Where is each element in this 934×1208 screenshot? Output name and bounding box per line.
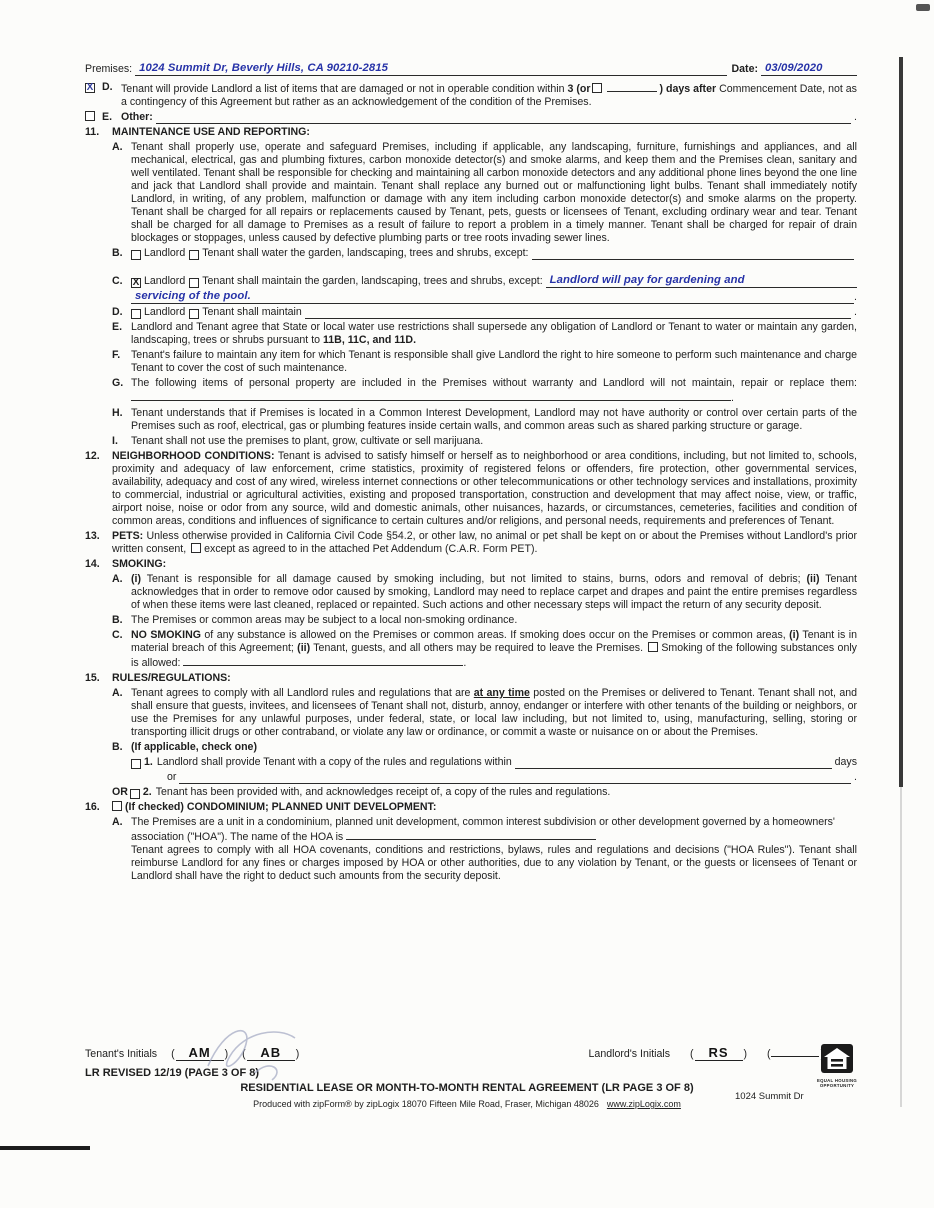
- section-number: 16.: [85, 801, 100, 813]
- checkbox-11d-landlord[interactable]: [131, 309, 141, 319]
- paren: ): [295, 1048, 300, 1060]
- landlord-word: Landlord: [144, 306, 186, 318]
- premises-label: Premises:: [85, 63, 133, 75]
- text-segment: (i): [131, 573, 141, 585]
- text-segment: (ii): [297, 642, 311, 654]
- date-field[interactable]: [761, 62, 857, 76]
- checkbox-15b-option-1[interactable]: [131, 759, 141, 769]
- section-title: CONDOMINIUM; PLANNED UNIT DEVELOPMENT:: [186, 801, 437, 813]
- item-15b-option-1: [85, 756, 857, 769]
- equal-housing-caption: EQUAL HOUSING OPPORTUNITY: [816, 1078, 858, 1088]
- text-segment: shall maintain: [237, 306, 302, 318]
- item-14b-text: The Premises or common areas may be subject to a local non-smoking ordinance.: [131, 614, 518, 626]
- text-segment: Tenant agrees to comply with all Landlord rules and regulations that are: [131, 687, 474, 699]
- initials-row: [0, 1042, 934, 1061]
- text-segment: Unless otherwise provided in California Civil Code §54.2, or other law, no animal or pet shall be kept on or about the Premises without Landlord's prior written consent,: [112, 530, 857, 555]
- text-segment: posted on the Premises or delivered to Tenant. Tenant shall not, and shall ensure that guests, invitees, and licensees of Tenant shall not, disturb, annoy, endanger or interfere with other tenants of the building or neighbors, or use the Premises for any unlawful purposes, under federal, state, or local law including, but not limited to, using, manufacturing, selling, storing or transporting illicit drugs or other contraband, or violate any law or ordinance, or commit a waste or nuisance on or about the Premises.: [131, 687, 858, 738]
- item-letter: I.: [112, 435, 118, 447]
- revision-line: LR REVISED 12/19 (PAGE 3 OF 8): [85, 1067, 260, 1079]
- section-number: 13.: [85, 530, 100, 542]
- option-number: 1.: [144, 756, 153, 768]
- field-11d-maintain[interactable]: [305, 308, 851, 319]
- item-letter: B.: [112, 614, 123, 626]
- item-14c: [85, 629, 857, 670]
- section-14-heading: [85, 558, 857, 571]
- item-15b-title: (If applicable, check one): [131, 741, 257, 753]
- paren: (: [171, 1048, 175, 1060]
- scan-artifact-bottom-left: [0, 1146, 90, 1150]
- premises-field[interactable]: [135, 62, 726, 76]
- field-11g-items[interactable]: [131, 390, 731, 401]
- item-11g-text: [131, 377, 857, 405]
- text-segment: (i): [789, 629, 800, 641]
- item-11b-text: [202, 247, 528, 260]
- tenant-word: Tenant: [202, 275, 235, 287]
- tenant-initial-2: AB: [260, 1045, 282, 1060]
- item-11i: [85, 435, 857, 448]
- text-segment: NO SMOKING: [131, 629, 201, 641]
- text-segment: shall maintain the garden, landscaping, trees and shrubs, except:: [237, 275, 543, 287]
- item-11c-line2: [85, 290, 857, 304]
- period: .: [854, 111, 857, 123]
- date-value: 03/09/2020: [765, 62, 823, 74]
- landlord-initials-label: Landlord's Initials: [588, 1048, 671, 1060]
- x-mark: X: [132, 277, 140, 288]
- item-letter: G.: [112, 377, 124, 389]
- item-11h-text: Tenant understands that if Premises is located in a Common Interest Development, Landlord may not have authority or control over certain parts of the Premises such as roof, electrical, gas or plumbing features inside certain walls, and common areas such as shared parking structure or garage.: [131, 407, 857, 432]
- item-11i-text: Tenant shall not use the premises to plant, grow, cultivate or sell marijuana.: [131, 435, 484, 447]
- section-number: 11.: [85, 126, 100, 138]
- tenant-word: Tenant: [202, 306, 235, 318]
- field-d-alt-days[interactable]: [607, 81, 657, 92]
- text-segment: Tenant acknowledges that in order to remove odor caused by smoking, Landlord may need to replace carpet and drapes and paint the entire premises regardless of when these items were last cleaned, replaced or repainted. Such actions and other necessary steps will impact the return of any security deposit.: [131, 573, 858, 611]
- checkbox-11b-tenant[interactable]: [189, 250, 199, 260]
- landlord-word: Landlord: [144, 247, 186, 259]
- item-letter: F.: [112, 349, 121, 361]
- item-11d: [85, 306, 857, 319]
- section-15-heading: [85, 672, 857, 685]
- if-checked-label: (If checked): [125, 801, 184, 813]
- section-number: 15.: [85, 672, 100, 684]
- tenant-word: Tenant: [202, 247, 235, 259]
- landlord-word: Landlord: [144, 275, 186, 287]
- section-16-heading: [85, 801, 857, 814]
- text-segment: Tenant is in material breach of this Agreement;: [131, 629, 857, 654]
- scan-artifact-right-edge-light: [900, 787, 902, 1107]
- item-11f: [85, 349, 857, 375]
- days-word: days: [834, 756, 857, 768]
- checkbox-11c-tenant[interactable]: [189, 278, 199, 288]
- text-segment: Tenant, guests, and all others may be required to leave the Premises.: [310, 642, 647, 654]
- checkbox-11c-landlord[interactable]: [131, 278, 141, 288]
- page-footer: [0, 1042, 934, 1111]
- checkbox-e-other[interactable]: [85, 111, 95, 121]
- tenant-initial-1: AM: [188, 1045, 211, 1060]
- item-letter: B.: [112, 247, 123, 259]
- item-e-other: [85, 111, 857, 124]
- item-11g: [85, 377, 857, 405]
- item-14b: [85, 614, 857, 627]
- item-14c-text: [131, 629, 857, 670]
- section-12: [85, 450, 857, 528]
- text-segment: The Premises are a unit in a condominium, planned unit development, common interest subdivision or other development governed by a homeowners' association ("HOA"). The name of the HOA is: [131, 816, 835, 843]
- item-d-text: [121, 81, 857, 109]
- item-15b-heading: [85, 741, 857, 754]
- checkbox-14c-smoking-allowed[interactable]: [648, 642, 658, 652]
- landlord-initials-field-1[interactable]: [695, 1046, 743, 1061]
- other-label: Other:: [121, 111, 153, 123]
- item-16a: [85, 816, 857, 883]
- landlord-initials-group: [589, 1042, 824, 1061]
- item-11d-text: [202, 306, 302, 319]
- checkbox-15b-option-2[interactable]: [130, 789, 140, 799]
- item-letter: A.: [112, 141, 123, 153]
- item-15b-option-2: [85, 786, 857, 799]
- text-segment: Landlord and Tenant agree that State or local water use restrictions shall supersede any obligation of Landlord or Tenant to water or maintain any garden, landscaping, trees or shrubs pursuant to: [131, 321, 857, 346]
- text-segment: ) days after: [659, 83, 717, 95]
- field-11c-except-line2[interactable]: [131, 290, 854, 304]
- ziplogix-link[interactable]: www.zipLogix.com: [606, 1099, 681, 1109]
- text-segment: 3 (or: [567, 83, 591, 95]
- text-segment: Commencement Date, not as a contingency of this Agreement but rather as an acknowledgement of the condition of the Premises.: [121, 83, 857, 108]
- checkbox-d-damage-list[interactable]: [85, 83, 95, 93]
- section-number: 12.: [85, 450, 100, 462]
- item-11b: [85, 247, 857, 260]
- or-word: or: [167, 771, 177, 783]
- equal-housing-icon: [820, 1044, 854, 1074]
- field-15b1-days[interactable]: [515, 758, 832, 769]
- section-13-text: [112, 530, 857, 556]
- handwritten-entry: Landlord will pay for gardening and: [549, 274, 745, 286]
- item-15a: [85, 687, 857, 739]
- landlord-initials-field-2[interactable]: [771, 1042, 819, 1057]
- text-segment: Tenant will provide Landlord a list of items that are damaged or not in operable condition within: [121, 83, 568, 95]
- item-letter: E.: [112, 321, 123, 333]
- item-letter: A.: [112, 573, 123, 585]
- item-letter: A.: [112, 687, 123, 699]
- item-letter: H.: [112, 407, 123, 419]
- item-letter: C.: [112, 275, 123, 287]
- checkbox-cell: [85, 81, 102, 109]
- checkbox-11d-tenant[interactable]: [189, 309, 199, 319]
- section-title: RULES/REGULATIONS:: [112, 672, 231, 684]
- item-11c: [85, 274, 857, 288]
- text-segment: Tenant is responsible for all damage caused by smoking including, but not limited to stains, burns, odors and removal of debris;: [141, 573, 807, 585]
- item-letter: D.: [112, 306, 123, 318]
- paren: ): [743, 1048, 748, 1060]
- date-label: Date:: [731, 63, 758, 75]
- field-other[interactable]: [156, 113, 851, 124]
- item-11e-text: [131, 321, 857, 347]
- produced-text: Produced with zipForm® by zipLogix 18070 Fifteen Mile Road, Fraser, Michigan 48026: [253, 1099, 599, 1109]
- form-title: RESIDENTIAL LEASE OR MONTH-TO-MONTH RENTAL AGREEMENT (LR PAGE 3 OF 8): [240, 1082, 694, 1094]
- paren: ): [224, 1048, 229, 1060]
- period: .: [854, 771, 857, 783]
- item-letter: C.: [112, 629, 123, 641]
- item-11h: [85, 407, 857, 433]
- period: .: [854, 291, 857, 303]
- scan-artifact-right-edge: [899, 57, 903, 787]
- text-segment: except as agreed to in the attached Pet Addendum (C.A.R. Form PET).: [204, 543, 538, 555]
- section-title: NEIGHBORHOOD CONDITIONS:: [112, 450, 275, 462]
- text-segment: Tenant is advised to satisfy himself or herself as to neighborhood or area conditions, including, but not limited to, schools, proximity and adequacy of law enforcement, crime statistics, proximity of registered felons or offenders, fire protection, other governmental services, availability, adequacy and cost of any wired, wireless internet connections or other telecommunications or other technology services and installations, proximity to commercial, industrial or agricultural activities, existing and proposed transportation, construction and development that may affect noise, view, or traffic, airport noise, noise or odor from any source, wild and domestic animals, other nuisances, hazards, or circumstances, cemeteries, facilities and condition of common areas, conditions and influences of significance to certain cultures and/or religions, and personal needs, requirements and preferences of Tenant.: [112, 450, 857, 527]
- field-11b-except[interactable]: [532, 249, 854, 260]
- item-15b-option-1-or-line: [85, 771, 857, 784]
- item-letter: A.: [112, 816, 123, 828]
- section-13: [85, 530, 857, 556]
- period: .: [854, 306, 857, 318]
- option-2-text: Tenant has been provided with, and acknowledges receipt of, a copy of the rules and regulations.: [155, 786, 611, 798]
- text-segment: 11B, 11C, and 11D.: [322, 334, 417, 346]
- item-letter: B.: [112, 741, 123, 753]
- item-11f-text: Tenant's failure to maintain any item for which Tenant is responsible shall give Landlord the right to hire someone to perform such maintenance and charge Tenant to cover the cost of such maintenance.: [131, 349, 857, 374]
- paren: (: [766, 1048, 771, 1060]
- item-11a-text: Tenant shall properly use, operate and safeguard Premises, including if applicable, any landscaping, furniture, furnishings and appliances, and all mechanical, electrical, gas and plumbing fixtures, carbon monoxide detector(s) and smoke alarms, and keep them and the Premises clean, sanitary and well ventilated. Tenant shall be responsible for checking and maintaining all carbon monoxide detectors and any additional phone lines beyond the one line and jack that Landlord shall provide and maintain. Tenant shall replace any burned out or malfunctioning light bulbs. Tenant shall immediately notify Landlord, in writing, of any problem, malfunction or damage with any item including carbon monoxide detector(s) and smoke alarms on the property. Tenant shall be charged for all repairs or replacements caused by Tenant, pets, guests or licensees of Tenant, excluding ordinary wear and tear. Tenant shall be charged for all damage to Premises as a result of failure to report a problem in a timely manner. Tenant shall be charged for repair of drain blockages or stoppages, unless caused by defective plumbing parts or tree roots invading sewer lines.: [131, 141, 857, 244]
- checkbox-11b-landlord[interactable]: [131, 250, 141, 260]
- paren: (: [689, 1048, 694, 1060]
- text-segment: (ii): [806, 573, 820, 585]
- section-title: PETS:: [112, 530, 144, 542]
- period: .: [463, 657, 467, 669]
- item-14a: [85, 573, 857, 612]
- handwritten-scribble: [200, 1018, 330, 1088]
- equal-housing-logo: [814, 1044, 860, 1088]
- section-number: 14.: [85, 558, 100, 570]
- checkbox-d-alt-days[interactable]: [592, 83, 602, 93]
- text-segment: shall water the garden, landscaping, trees and shrubs, except:: [237, 247, 529, 259]
- page-content: [85, 62, 857, 885]
- section-title: MAINTENANCE USE AND REPORTING:: [112, 126, 310, 138]
- text-segment: Smoking of the following substances only is allowed:: [131, 642, 857, 669]
- period: .: [731, 392, 734, 404]
- field-16-hoa-name[interactable]: [346, 829, 596, 840]
- text-segment: of any substance is allowed on the Premises or common areas. If smoking does occur on the Premises or common areas,: [200, 629, 790, 641]
- field-14c-substances[interactable]: [183, 655, 463, 666]
- handwritten-entry: servicing of the pool.: [135, 290, 251, 302]
- item-letter: D.: [102, 81, 113, 93]
- item-d-damage-list: [85, 81, 857, 109]
- item-16a-text: [131, 816, 857, 883]
- premises-value: 1024 Summit Dr, Beverly Hills, CA 90210-2815: [139, 62, 388, 74]
- or-label: OR: [112, 786, 128, 798]
- option-number: 2.: [142, 786, 152, 798]
- x-mark: X: [86, 82, 94, 93]
- section-11-heading: [85, 126, 857, 139]
- scan-artifact-top-right: [916, 4, 930, 11]
- checkbox-cell: [85, 111, 102, 124]
- item-letter: E.: [102, 111, 113, 123]
- section-title: SMOKING:: [112, 558, 167, 570]
- document-reference: 1024 Summit Dr: [735, 1091, 804, 1102]
- tenant-initials-label: Tenant's Initials: [85, 1048, 158, 1060]
- item-11a: [85, 141, 857, 245]
- item-16a-line2: Tenant agrees to comply with all HOA covenants, conditions and restrictions, bylaws, rules and regulations and decisions ("HOA Rules"). Tenant shall reimburse Landlord for any fines or charges imposed by HOA or other authorities, due to any violation by Tenant, or the guests or licensees of Tenant or Landlord shall have the right to deduct such amounts from the security deposit.: [131, 844, 857, 882]
- text-segment: The following items of personal property are included in the Premises without warranty and Landlord will not maintain, repair or replace them:: [131, 377, 857, 389]
- item-11c-text: [202, 275, 542, 288]
- item-16a-line1: [131, 816, 835, 843]
- paren: (: [242, 1048, 246, 1060]
- item-15a-text: [131, 687, 857, 739]
- field-15b1-or[interactable]: [179, 773, 851, 784]
- landlord-initial-1: RS: [708, 1045, 729, 1060]
- section-12-text: [112, 450, 857, 528]
- text-segment: at any time: [473, 687, 530, 699]
- checkbox-13-pet-addendum[interactable]: [191, 543, 201, 553]
- header-row: [85, 62, 857, 76]
- item-14a-text: [131, 573, 857, 612]
- item-11e: [85, 321, 857, 347]
- section-16-title-row: [112, 801, 857, 814]
- checkbox-16-condominium[interactable]: [112, 801, 122, 811]
- field-11c-except[interactable]: [546, 274, 857, 288]
- option-1-text: Landlord shall provide Tenant with a copy of the rules and regulations within: [156, 756, 512, 768]
